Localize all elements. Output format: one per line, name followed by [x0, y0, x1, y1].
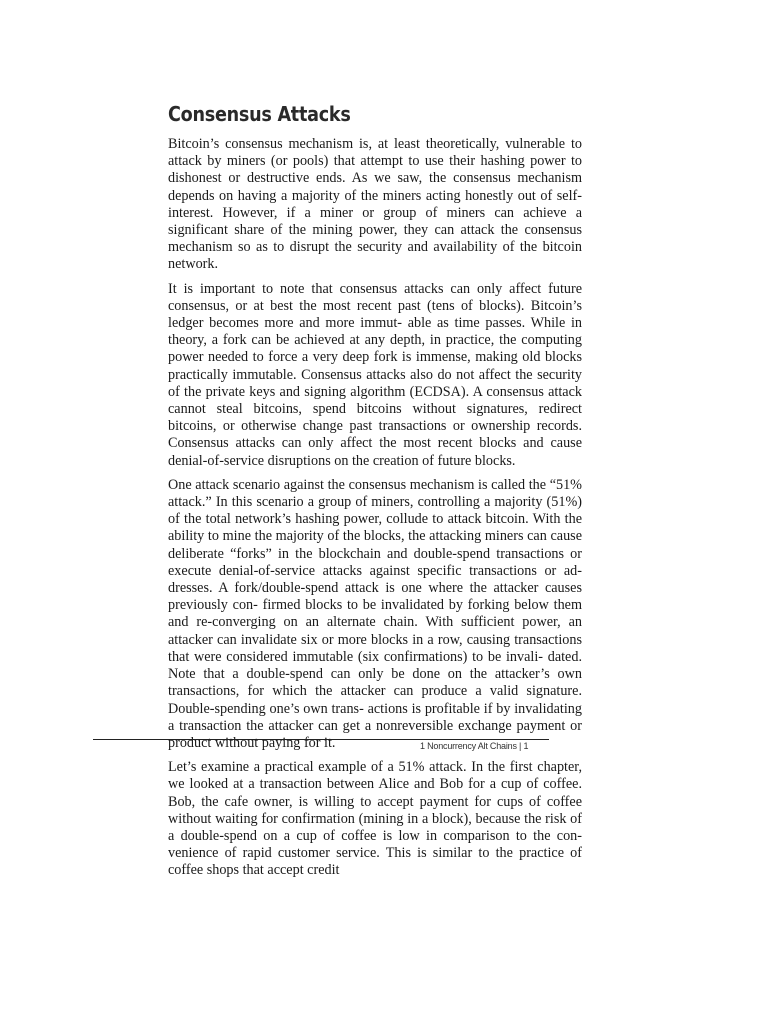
section-body — [168, 100, 582, 887]
paragraph-future-consensus: It is important to note that consensus attacks can only affect future consensus, or at best the most recent past (tens of blocks). Bitcoin’s ledger becomes more and more immut- able as time passes. While in theory, a fork can be achieved at any depth, in practice, the computing power needed to force a very deep fork is immense, making old blocks practically immutable. Consensus attacks also do not affect the security of the private keys and signing algorithm (ECDSA). A consensus attack cannot steal bitcoins, spend bitcoins without signatures, redirect bitcoins, or otherwise change past transactions or ownership records. Consensus attacks can only affect the most recent blocks and cause denial-of-service disruptions on the creation of future blocks. — [168, 280, 582, 469]
footer-running-text: 1 Noncurrency Alt Chains | 1 — [420, 741, 529, 751]
paragraph-consensus-vulnerability: Bitcoin’s consensus mechanism is, at least theoretically, vulnerable to attack by miners (or pools) that attempt to use their hashing power to dishonest or destructive ends. As we saw, the consensus mechanism depends on having a majority of the miners acting honestly out of self-interest. However, if a miner or group of miners can achieve a significant share of the mining power, they can attack the consensus mechanism so as to disrupt the security and availability of the bitcoin network. — [168, 136, 582, 273]
paragraph-practical-example: Let’s examine a practical example of a 51% attack. In the first chapter, we looked at a transaction between Alice and Bob for a cup of coffee. Bob, the cafe owner, is willing to accept payment for cups of coffee without waiting for confirmation (mining in a block), because the risk of a double-spend on a cup of coffee is low in comparison to the con- venience of rapid customer service. This is similar to the practice of coffee shops that accept credit — [168, 759, 582, 879]
section-title: Consensus Attacks — [168, 102, 351, 126]
paragraph-51-percent-attack: One attack scenario against the consensus mechanism is called the “51% attack.” In this scenario a group of miners, controlling a majority (51%) of the total network’s hashing power, collude to attack bitcoin. With the ability to mine the majority of the blocks, the attacking miners can cause deliberate “forks” in the blockchain and double-spend transactions or execute denial-of-service attacks against specific transactions or ad- dresses. A fork/double-spend attack is one where the attacker causes previously con- firmed blocks to be invalidated by forking below them and re-converging on an alternate chain. With sufficient power, an attacker can invalidate six or more blocks in a row, causing transactions that were considered immutable (six confirmations) to be invali- dated. Note that a double-spend can only be done on the attacker’s own transactions, for which the attacker can produce a valid signature. Double-spending one’s own trans- actions is profitable if by invalidating a transaction the attacker can get a nonreversible exchange payment or product without paying for it. — [168, 476, 582, 751]
footer-divider — [93, 739, 549, 740]
